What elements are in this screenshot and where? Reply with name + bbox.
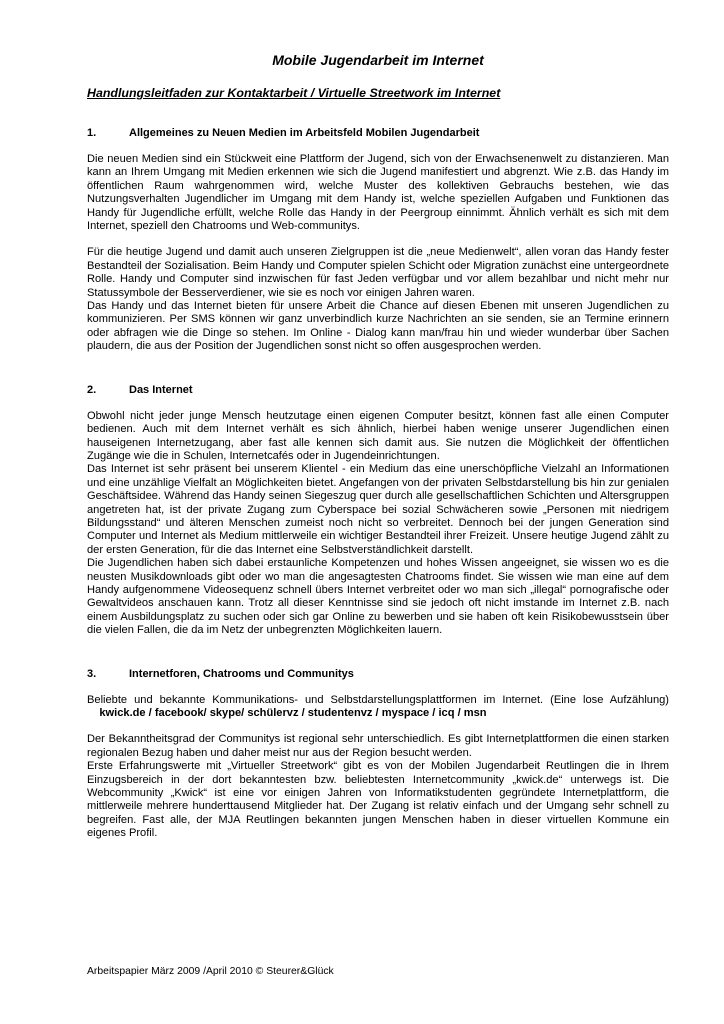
document-page	[87, 52, 669, 841]
section-heading	[87, 127, 669, 139]
paragraph: Das Handy und das Internet bieten für unsere Arbeit die Chance auf diesen Ebenen mit unseren Jugendlichen zu kommunizieren. Per SMS können wir ganz unverbindlich kurze Nachrichten an sie senden, sie an Termine erinnern oder abfragen wie die Dinge so stehen. Im Online - Dialog kann man/frau hin und wieder wunderbar über Sachen plaudern, die aus der Position der Jugendlichen sonst nicht so offen ausgesprochen werden.	[87, 300, 669, 353]
section-heading	[87, 384, 669, 396]
paragraph: Die neuen Medien sind ein Stückweit eine Plattform der Jugend, sich von der Erwachsenenwelt zu distanzieren. Man kann an Ihrem Umgang mit Medien erkennen wie sich die Jugend manifestiert und abgrenzt. Wie z.B. das Handy im öffentlichen Raum wahrgenommen wird, welche Muster des kollektiven Gebrauchs bestehen, wie das Nutzungsverhalten Jugendlicher im Umgang mit dem Handy ist, welche speziellen Aufgaben und Funktionen das Handy für Jugendliche erfüllt, welche Rolle das Handy in der Peergroup einnimmt. Ähnlich verhält es sich mit dem Internet, speziell den Chatrooms und Web-communitys.	[87, 153, 669, 233]
paragraph: Erste Erfahrungswerte mit „Virtueller Streetwork“ gibt es von der Mobilen Jugendarbeit Reutlingen die in Ihrem Einzugsbereich in der dort bekanntesten bzw. beliebtesten Internetcommunity „kwick.de“ unterwegs ist. Die Webcommunity „Kwick“ ist eine vor einigen Jahren von Informatikstudenten gegründete Internetplattform, die mittlerweile mehrere hunderttausend Mitglieder hat. Der Zugang ist relativ einfach und der Umgang sehr schnell zu begreifen. Fast alle, der MJA Reutlingen bekannten jungen Menschen haben in dieser virtuellen Kommune ein eigenes Profil.	[87, 760, 669, 840]
paragraph: Das Internet ist sehr präsent bei unserem Klientel - ein Medium das eine unerschöpfliche Vielzahl an Informationen und eine unzählige Vielfalt an Möglichkeiten bietet. Angefangen von der privaten Selbstdarstellung bis hin zur genialen Geschäftsidee. Während das Handy seinen Siegeszug quer durch alle gesellschaftlichen Schichten und Altersgruppen angetreten hat, ist der private Zugang zum Cyberspace bei sozial Schwächeren sowie „Personen mit niedrigem Bildungsstand“ und älteren Menschen zumeist noch nicht so verbreitet. Dennoch bei der jungen Generation sind Computer und Internet als Medium mittlerweile ein wichtiger Bestandteil ihrer Freizeit. Unsere heutige Jugend zählt zu der ersten Generation, für die das Internet eine Selbstverständlichkeit darstellt.	[87, 463, 669, 556]
paragraph: Der Bekanntheitsgrad der Communitys ist regional sehr unterschiedlich. Es gibt Internetplattformen die einen starken regionalen Bezug haben und daher meist nur aus der Region besucht werden.	[87, 733, 669, 759]
document-title: Mobile Jugendarbeit im Internet	[272, 52, 484, 68]
platform-intro: Beliebte und bekannte Kommunikations- und Selbstdarstellungsplattformen im Internet. (Eine lose Aufzählung)	[87, 693, 669, 706]
section-number: 2.	[87, 383, 97, 396]
section-title: Allgemeines zu Neuen Medien im Arbeitsfeld Mobilen Jugendarbeit	[129, 127, 480, 139]
section-heading	[87, 668, 669, 680]
paragraph: Obwohl nicht jeder junge Mensch heutzutage einen eigenen Computer besitzt, können fast alle einen Computer bedienen. Auch mit dem Internet verhält es sich ähnlich, hierbei haben wenige unserer Jugendlichen einen hauseigenen Internetzugang, aber fast alle kennen sich damit aus. Sie nutzen die Möglichkeit der öffentlichen Zugänge wie die in Schulen, Internetcafés oder in Jugendeinrichtungen.	[87, 409, 669, 462]
section-title: Das Internet	[129, 383, 193, 396]
platform-links: kwick.de / facebook/ skype/ schülervz / studentenvz / myspace / icq / msn	[99, 707, 487, 719]
document-subtitle: Handlungsleitfaden zur Kontaktarbeit / Virtuelle Streetwork im Internet	[87, 86, 501, 100]
paragraph: Die Jugendlichen haben sich dabei erstaunliche Kompetenzen und hohes Wissen angeeignet, sie wissen wo es die neusten Musikdownloads gibt oder wo man die angesagtesten Chatrooms findet. Sie wissen wie man eine auf dem Handy aufgenommene Videosequenz schnell übers Internet verbreitet oder wo man sich „illegal“ pornografische oder Gewaltvideos anschauen kann. Trotz all dieser Kenntnisse sind sie jedoch oft nicht imstande im Internet z.B. nach einem Ausbildungsplatz zu suchen oder sich gar Online zu bewerben und sie haben oft kein Risikobewusstsein über die vielen Fallen, die da im Netz der unbegrenzten Möglichkeiten lauern.	[87, 557, 669, 637]
section-number: 1.	[87, 127, 97, 139]
paragraph: Für die heutige Jugend und damit auch unseren Zielgruppen ist die „neue Medienwelt“, allen voran das Handy fester Bestandteil der Sozialisation. Beim Handy und Computer spielen Schicht oder Migration zunächst eine untergeordnete Rolle. Handy und Computer sind inzwischen für fast Jeden verfügbar und vor allem bezahlbar und nicht mehr nur Statussymbole der Besserverdiener, wie sie es noch vor einigen Jahren waren.	[87, 246, 669, 299]
section-number: 3.	[87, 667, 97, 680]
section-title: Internetforen, Chatrooms und Communitys	[129, 667, 354, 680]
platform-list-paragraph	[87, 694, 669, 721]
page-footer: Arbeitspapier März 2009 /April 2010 © Steurer&Glück	[87, 966, 334, 977]
